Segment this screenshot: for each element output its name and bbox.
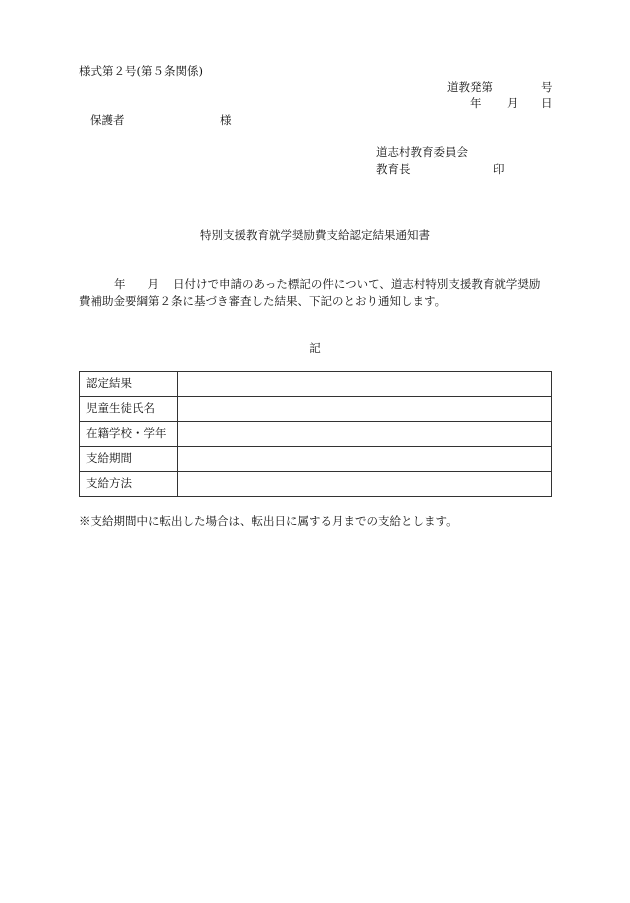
body-month: 月: [147, 277, 159, 291]
footnote: ※支給期間中に転出した場合は、転出日に属する月までの支給とします。: [79, 514, 458, 528]
table-row: [80, 397, 552, 422]
body-paragraph: [79, 276, 555, 310]
recipient: [90, 113, 232, 127]
body-line-2: 費補助金要綱第２条に基づき審査した結果、下記のとおり通知します。: [79, 294, 447, 308]
row-value-payment-method: [178, 472, 552, 497]
row-value-school-grade: [178, 422, 552, 447]
row-value-student-name: [178, 397, 552, 422]
table-row: [80, 372, 552, 397]
row-label-payment-period: 支給期間: [80, 447, 178, 472]
issue-date-day: 日: [541, 96, 553, 110]
row-label-payment-method: 支給方法: [80, 472, 178, 497]
issuer-title-text: 教育長: [376, 162, 411, 176]
document-title: 特別支援教育就学奨励費支給認定結果通知書: [200, 228, 430, 242]
body-text-line-1: 日付けで申請のあった標記の件について、道志村特別支援教育就学奨励: [173, 277, 541, 291]
issuer-organization: 道志村教育委員会: [376, 145, 468, 159]
issue-date-month: 月: [507, 96, 519, 110]
recipient-label: 保護者: [90, 113, 125, 127]
issuer-title: [376, 162, 505, 176]
document-number-suffix: 号: [541, 80, 553, 94]
form-number: 様式第２号(第５条関係): [79, 64, 203, 78]
document-number: [447, 82, 553, 94]
table-row: [80, 422, 552, 447]
body-year: 年: [114, 277, 126, 291]
ki-heading: 記: [309, 341, 321, 355]
seal-mark: 印: [493, 162, 505, 176]
document-number-prefix: 道教発第: [447, 80, 493, 94]
row-value-payment-period: [178, 447, 552, 472]
issue-date-year: 年: [470, 96, 482, 110]
detail-table: [79, 371, 552, 497]
row-value-certification-result: [178, 372, 552, 397]
row-label-school-grade: 在籍学校・学年: [80, 422, 178, 447]
table-row: [80, 472, 552, 497]
row-label-certification-result: 認定結果: [80, 372, 178, 397]
body-line-1: [79, 276, 555, 293]
table-row: [80, 447, 552, 472]
recipient-honorific: 様: [220, 113, 232, 127]
row-label-student-name: 児童生徒氏名: [80, 397, 178, 422]
